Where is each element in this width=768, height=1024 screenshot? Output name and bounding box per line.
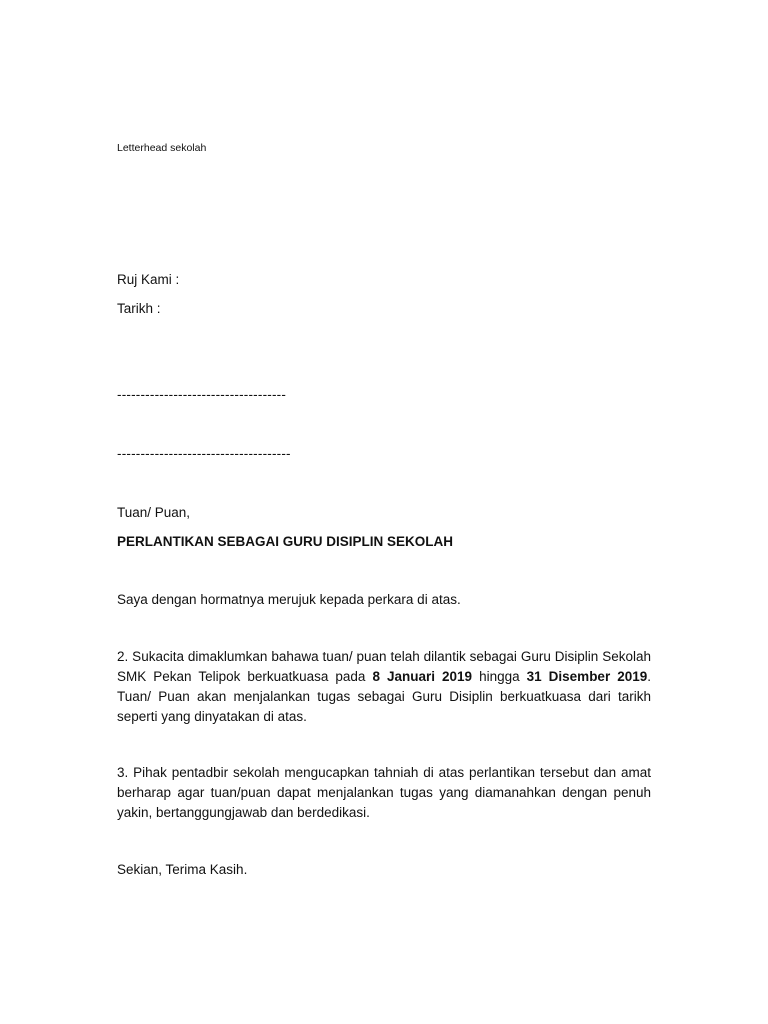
paragraph-2-text-a: 2. Sukacita dimaklumkan bahawa tuan/ puan telah dilantik sebagai Guru Disiplin Sekolah SMK Pekan Telipok berkuatkuasa pada	[117, 649, 651, 684]
subject-heading: PERLANTIKAN SEBAGAI GURU DISIPLIN SEKOLAH	[117, 534, 454, 549]
paragraph-3: 3. Pihak pentadbir sekolah mengucapkan tahniah di atas perlantikan tersebut dan amat berharap agar tuan/puan dapat menjalankan tugas yang diamanahkan dengan penuh yakin, bertanggungjawab dan berdedikasi.	[117, 765, 651, 820]
recipient-address-line: -------------------------------------	[117, 446, 291, 461]
start-date: 8 Januari 2019	[372, 669, 473, 684]
reference-label: Ruj Kami :	[117, 272, 180, 287]
paragraph-2	[117, 647, 651, 727]
closing-line: Sekian, Terima Kasih.	[117, 862, 248, 877]
opening-sentence: Saya dengan hormatnya merujuk kepada perkara di atas.	[117, 592, 461, 607]
date-label: Tarikh :	[117, 301, 161, 316]
recipient-name-line: ------------------------------------	[117, 387, 287, 402]
salutation: Tuan/ Puan,	[117, 505, 191, 520]
paragraph-2-text-b: hingga	[472, 669, 527, 684]
letterhead-placeholder: Letterhead sekolah	[117, 142, 207, 154]
end-date: 31 Disember 2019	[526, 669, 648, 684]
paragraph-2-text-c: . Tuan/ Puan akan menjalankan tugas sebagai Guru Disiplin berkuatkuasa dari tarikh seperti yang dinyatakan di atas.	[117, 669, 652, 724]
